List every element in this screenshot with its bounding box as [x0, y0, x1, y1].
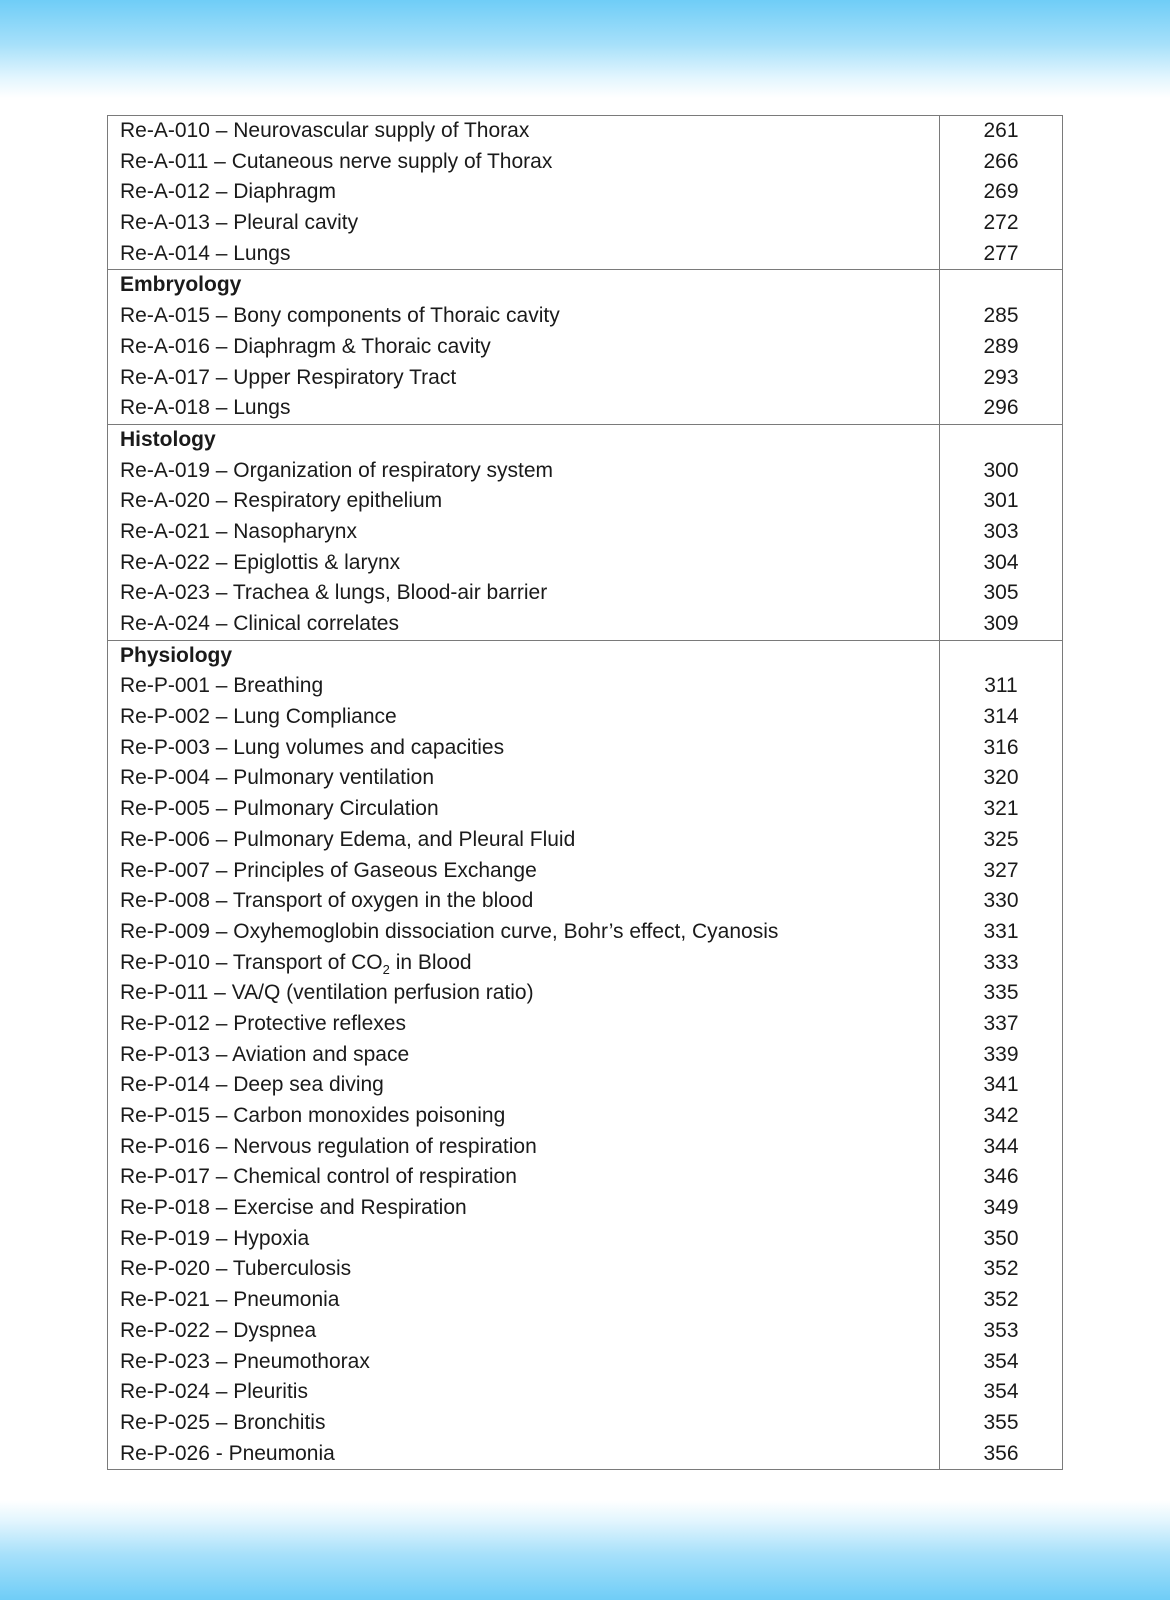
- entry-page-number: 309: [983, 612, 1019, 635]
- entry-title: Upper Respiratory Tract: [233, 365, 457, 389]
- entry-page-number: 301: [983, 489, 1019, 513]
- entry-title: Hypoxia: [233, 1226, 310, 1250]
- page-spacer: [940, 270, 1062, 301]
- entry-code: Re-P-012: [120, 1011, 210, 1035]
- section-pages: [940, 424, 1063, 640]
- entry-separator: –: [208, 981, 232, 1005]
- toc-entry: [108, 948, 939, 979]
- entry-title: Diaphragm & Thoraic cavity: [233, 334, 491, 358]
- entry-page-number: 331: [983, 919, 1019, 943]
- toc-entry: [108, 1285, 939, 1316]
- entry-title: Deep sea diving: [233, 1073, 384, 1097]
- entry-title: Pulmonary Edema, and Pleural Fluid: [233, 827, 576, 851]
- entry-title: Nasopharynx: [233, 519, 357, 543]
- toc-entry: [108, 1101, 939, 1132]
- entry-title: Pneumothorax: [233, 1349, 370, 1373]
- entry-title: Organization of respiratory system: [233, 458, 554, 482]
- entry-separator: –: [208, 149, 232, 173]
- entry-separator: –: [209, 489, 234, 513]
- toc-entry: [108, 363, 939, 394]
- entry-title: Cutaneous nerve supply of Thorax: [231, 149, 553, 173]
- entry-code: Re-P-020: [120, 1257, 210, 1281]
- entry-separator: –: [209, 1288, 234, 1312]
- entry-code: Re-P-005: [120, 797, 210, 821]
- entry-title: Oxyhemoglobin dissociation curve, Bohr’s effect, Cyanosis: [233, 919, 779, 943]
- entry-title: Trachea & lungs, Blood-air barrier: [232, 581, 548, 605]
- entry-title: Respiratory epithelium: [233, 489, 443, 513]
- entry-title: Chemical control of respiration: [233, 1165, 517, 1189]
- entry-page-number: 333: [983, 950, 1019, 974]
- entry-code: Re-A-022: [120, 550, 210, 574]
- entry-title: Pneumonia: [228, 1441, 335, 1465]
- entry-page-number: 337: [983, 1011, 1019, 1035]
- toc-entry: [108, 147, 939, 178]
- toc-entry: [108, 733, 939, 764]
- toc-entry: [108, 177, 939, 208]
- entry-page-number: 346: [983, 1165, 1019, 1189]
- toc-entry: [108, 1193, 939, 1224]
- entry-title: Pleural cavity: [233, 211, 359, 235]
- entry-page-number: 353: [983, 1318, 1019, 1342]
- entry-title: Tuberculosis: [232, 1257, 352, 1281]
- entry-title: Lungs: [233, 241, 291, 265]
- entry-page-number: 272: [983, 211, 1019, 235]
- entry-page-number: 352: [983, 1288, 1019, 1312]
- entry-separator: –: [209, 1042, 233, 1066]
- entry-code: Re-P-008: [120, 889, 210, 913]
- section-titles: [108, 424, 940, 640]
- entry-title: Transport of CO: [232, 950, 383, 974]
- entry-separator: –: [209, 889, 233, 913]
- toc-section: [108, 640, 1063, 1470]
- section-titles: [108, 640, 940, 1470]
- toc-entry: [108, 301, 939, 332]
- toc-entry: [108, 208, 939, 239]
- entry-code: Re-A-014: [120, 241, 210, 265]
- entry-code: Re-A-018: [120, 396, 210, 420]
- entry-separator: –: [209, 1104, 234, 1127]
- entry-title: Pulmonary Circulation: [233, 797, 439, 821]
- toc-entry: [108, 1040, 939, 1071]
- toc-section: [108, 116, 1063, 270]
- entry-code: Re-P-006: [120, 827, 210, 851]
- toc-entry: [108, 1408, 939, 1439]
- bottom-gradient-band: [0, 1500, 1170, 1600]
- entry-code: Re-A-011: [120, 149, 209, 173]
- entry-title-rest: in Blood: [389, 950, 472, 974]
- section-pages: [940, 116, 1063, 270]
- toc-entry: [108, 1377, 939, 1408]
- entry-separator: -: [209, 1441, 229, 1465]
- entry-code: Re-P-007: [120, 858, 210, 882]
- entry-code: Re-P-024: [120, 1380, 210, 1404]
- entry-page-number: 342: [983, 1104, 1019, 1127]
- entry-page-number: 339: [983, 1042, 1019, 1066]
- entry-code: Re-P-019: [120, 1226, 210, 1250]
- entry-code: Re-A-024: [120, 612, 210, 635]
- page-spacer: [940, 641, 1062, 672]
- entry-title: Aviation and space: [232, 1042, 410, 1066]
- toc-entry: [108, 1254, 939, 1285]
- section-pages: [940, 640, 1063, 1470]
- toc-entry: [108, 825, 939, 856]
- entry-title: Epiglottis & larynx: [233, 550, 401, 574]
- toc-entry: [108, 456, 939, 487]
- toc-entry: [108, 239, 939, 270]
- entry-code: Re-A-019: [120, 458, 210, 482]
- entry-title: Neurovascular supply of Thorax: [233, 119, 530, 142]
- entry-code: Re-P-023: [120, 1349, 210, 1373]
- toc-section: [108, 270, 1063, 424]
- entry-title: Transport of oxygen in the blood: [232, 889, 534, 913]
- entry-page-number: 311: [984, 674, 1018, 698]
- entry-page-number: 325: [983, 827, 1019, 851]
- entry-page-number: 285: [983, 304, 1019, 328]
- entry-page-number: 320: [983, 766, 1019, 790]
- entry-code: Re-P-016: [120, 1134, 210, 1158]
- entry-page-number: 354: [983, 1349, 1019, 1373]
- entry-page-number: 269: [983, 180, 1019, 204]
- entry-title: Principles of Gaseous Exchange: [233, 858, 537, 882]
- entry-page-number: 335: [983, 981, 1019, 1005]
- entry-title: Clinical correlates: [233, 612, 399, 635]
- toc-entry: [108, 332, 939, 363]
- entry-separator: –: [209, 1410, 234, 1434]
- toc-entry: [108, 978, 939, 1009]
- entry-separator: –: [209, 1134, 234, 1158]
- entry-title: Dyspnea: [233, 1318, 317, 1342]
- entry-code: Re-P-022: [120, 1318, 210, 1342]
- entry-code: Re-A-023: [120, 581, 210, 605]
- entry-page-number: 330: [983, 889, 1019, 913]
- entry-page-number: 305: [983, 581, 1019, 605]
- entry-page-number: 314: [983, 705, 1019, 729]
- entry-separator: –: [209, 1318, 234, 1342]
- entry-page-number: 300: [983, 458, 1019, 482]
- section-pages: [940, 270, 1063, 424]
- entry-page-number: 289: [983, 334, 1019, 358]
- entry-separator: –: [209, 1165, 234, 1189]
- entry-separator: –: [209, 705, 234, 729]
- toc-entry: [108, 1347, 939, 1378]
- table-of-contents: [107, 115, 1063, 1470]
- toc-entry: [108, 393, 939, 424]
- toc-entry: [108, 1070, 939, 1101]
- entry-separator: –: [209, 550, 234, 574]
- entry-code: Re-P-025: [120, 1410, 210, 1434]
- section-heading: Physiology: [120, 643, 233, 667]
- entry-code: Re-P-004: [120, 766, 210, 790]
- entry-separator: –: [209, 334, 234, 358]
- entry-page-number: 266: [983, 149, 1019, 173]
- entry-separator: –: [209, 919, 234, 943]
- entry-page-number: 296: [983, 396, 1019, 420]
- toc-section: [108, 424, 1063, 640]
- entry-title: Breathing: [233, 674, 324, 698]
- section-titles: [108, 270, 940, 424]
- entry-code: Re-A-013: [120, 211, 210, 235]
- entry-page-number: 349: [983, 1196, 1019, 1220]
- entry-separator: –: [209, 581, 233, 605]
- entry-separator: –: [209, 1380, 234, 1404]
- entry-code: Re-P-013: [120, 1042, 210, 1066]
- toc-entry: [108, 1009, 939, 1040]
- entry-separator: –: [209, 1196, 234, 1220]
- toc-entry: [108, 1316, 939, 1347]
- entry-code: Re-P-017: [120, 1165, 210, 1189]
- toc-entry: [108, 1162, 939, 1193]
- entry-code: Re-P-011: [120, 981, 209, 1005]
- entry-code: Re-P-026: [120, 1441, 210, 1465]
- entry-separator: –: [209, 1257, 233, 1281]
- entry-separator: –: [209, 119, 234, 142]
- entry-title: Pneumonia: [233, 1288, 340, 1312]
- entry-code: Re-P-014: [120, 1073, 210, 1097]
- entry-separator: –: [209, 827, 234, 851]
- toc-entry: [108, 917, 939, 948]
- toc-entry: [108, 794, 939, 825]
- entry-title: Exercise and Respiration: [233, 1196, 467, 1220]
- entry-separator: –: [209, 674, 234, 698]
- entry-title: Pleuritis: [233, 1380, 308, 1404]
- entry-separator: –: [209, 365, 234, 389]
- entry-title: Pulmonary ventilation: [233, 766, 435, 790]
- entry-code: Re-A-015: [120, 304, 210, 328]
- top-gradient-band: [0, 0, 1170, 98]
- entry-code: Re-P-015: [120, 1104, 210, 1127]
- entry-title-subscript: 2: [382, 961, 390, 977]
- entry-page-number: 316: [983, 735, 1019, 759]
- toc-entry: [108, 763, 939, 794]
- entry-separator: –: [209, 519, 234, 543]
- entry-code: Re-A-017: [120, 365, 210, 389]
- toc-entry: [108, 578, 939, 609]
- toc-entry: [108, 116, 939, 147]
- entry-code: Re-A-012: [120, 180, 210, 204]
- toc-entry: [108, 856, 939, 887]
- entry-separator: –: [209, 241, 234, 265]
- entry-separator: –: [209, 612, 234, 635]
- entry-page-number: 293: [983, 365, 1019, 389]
- entry-separator: –: [209, 304, 234, 328]
- entry-page-number: 261: [983, 119, 1019, 142]
- toc-entry: [108, 1224, 939, 1255]
- entry-title: Bronchitis: [233, 1410, 326, 1434]
- entry-separator: –: [209, 1226, 234, 1250]
- entry-code: Re-P-010: [120, 950, 210, 974]
- entry-title: Lungs: [233, 396, 291, 420]
- toc-entry: [108, 886, 939, 917]
- toc-entry: [108, 517, 939, 548]
- entry-separator: –: [209, 1349, 234, 1373]
- entry-separator: –: [209, 797, 234, 821]
- entry-separator: –: [209, 458, 234, 482]
- entry-code: Re-P-002: [120, 705, 210, 729]
- entry-separator: –: [209, 950, 233, 974]
- entry-page-number: 352: [983, 1257, 1019, 1281]
- entry-title: Bony components of Thoraic cavity: [233, 304, 560, 328]
- entry-title: Carbon monoxides poisoning: [233, 1104, 506, 1127]
- toc-entry: [108, 548, 939, 579]
- entry-title: Lung volumes and capacities: [233, 735, 505, 759]
- entry-code: Re-A-016: [120, 334, 210, 358]
- entry-code: Re-A-020: [120, 489, 210, 513]
- entry-separator: –: [209, 1073, 234, 1097]
- entry-code: Re-P-009: [120, 919, 210, 943]
- entry-code: Re-A-021: [120, 519, 210, 543]
- entry-separator: –: [209, 858, 234, 882]
- toc-entry: [108, 486, 939, 517]
- entry-page-number: 277: [983, 241, 1019, 265]
- toc-entry: [108, 1439, 939, 1470]
- entry-title: Nervous regulation of respiration: [233, 1134, 537, 1158]
- entry-page-number: 304: [983, 550, 1019, 574]
- entry-code: Re-P-001: [120, 674, 210, 698]
- entry-page-number: 341: [983, 1073, 1019, 1097]
- entry-page-number: 344: [983, 1134, 1019, 1158]
- toc-entry: [108, 671, 939, 702]
- entry-code: Re-A-010: [120, 119, 210, 142]
- entry-separator: –: [209, 396, 234, 420]
- entry-separator: –: [209, 211, 234, 235]
- entry-title: Lung Compliance: [233, 705, 397, 729]
- section-heading: Histology: [120, 427, 216, 451]
- entry-page-number: 354: [983, 1380, 1019, 1404]
- entry-code: Re-P-003: [120, 735, 210, 759]
- entry-page-number: 356: [983, 1441, 1019, 1465]
- entry-code: Re-P-018: [120, 1196, 210, 1220]
- page-spacer: [940, 425, 1062, 456]
- toc-entry: [108, 1132, 939, 1163]
- toc-entry: [108, 609, 939, 640]
- entry-separator: –: [209, 180, 234, 204]
- entry-title: Protective reflexes: [233, 1011, 406, 1035]
- entry-separator: –: [209, 766, 234, 790]
- entry-title: Diaphragm: [233, 180, 336, 204]
- entry-separator: –: [209, 735, 234, 759]
- entry-code: Re-P-021: [120, 1288, 210, 1312]
- entry-page-number: 327: [983, 858, 1019, 882]
- entry-page-number: 303: [983, 519, 1019, 543]
- entry-page-number: 321: [983, 797, 1019, 821]
- entry-title: VA/Q (ventilation perfusion ratio): [231, 981, 534, 1005]
- section-heading: Embryology: [120, 273, 242, 297]
- toc-entry: [108, 702, 939, 733]
- entry-separator: –: [209, 1011, 234, 1035]
- entry-page-number: 350: [983, 1226, 1019, 1250]
- section-titles: [108, 116, 940, 270]
- entry-page-number: 355: [983, 1410, 1019, 1434]
